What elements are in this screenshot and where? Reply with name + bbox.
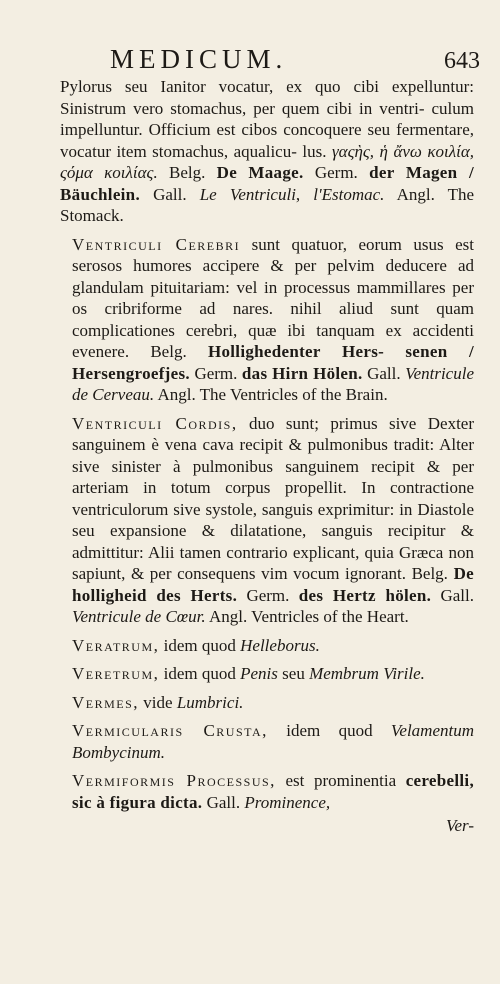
italic-text: Ventricule de Cœur.	[72, 607, 206, 626]
blackletter-text: der Magen / Bäuchlein.	[60, 163, 475, 204]
text-run: Angl. Ventricles of the Heart.	[208, 607, 409, 626]
italic-text: Prominence,	[244, 792, 331, 812]
text-run: Germ.	[194, 363, 238, 383]
entry-definition: sunt quatuor, eorum usus est serosos humores accipere & per pelvim deducere ad glandulam pituitariam: vel in processus mammillares per os cribriforme ad nares. nihil aliud sunt quam complicationes cerebri, quæ ibi tanquam ex accidenti evenere. Belg.	[72, 234, 474, 361]
entry-definition: idem quod	[286, 721, 373, 740]
italic-text: Velamentum Bombycinum.	[72, 721, 474, 762]
italic-text: l'Estomac.	[313, 184, 385, 204]
italic-text: Le	[199, 184, 217, 204]
entry-definition: idem quod	[163, 664, 236, 683]
text-line: culum impelluntur. Officium est cibos concoquere	[60, 98, 475, 139]
entry-veratrum	[60, 635, 474, 657]
entry-ventriculi-cerebri	[60, 234, 474, 406]
blackletter-text: cerebelli, sic à figura dicta.	[72, 771, 474, 812]
italic-text: Penis	[240, 664, 278, 683]
entry-stomachus-continued	[60, 76, 474, 227]
text-line: Sinistrum vero stomachus, per quem cibi in ventri-	[60, 98, 425, 118]
italic-text: Ventricule de Cerveau.	[72, 363, 474, 404]
text-run: Gall.	[153, 184, 187, 204]
text-line: seu fermentare, vocatur item stomachus, aqualicu-	[60, 120, 474, 161]
text-run: ,	[295, 184, 301, 204]
entry-lemma: Vermicularis Crusta,	[72, 721, 268, 740]
text-run: Belg.	[169, 163, 206, 182]
italic-text: Helleborus.	[240, 635, 320, 655]
page-header	[0, 40, 500, 80]
text-run: Germ.	[246, 585, 290, 605]
entry-vermiformis-processus	[60, 770, 474, 837]
entry-lemma: Vermiformis Processus,	[72, 771, 276, 790]
catchword: Ver-	[446, 816, 474, 835]
italic-text: Ventriculi	[229, 184, 296, 204]
text-run: seu	[282, 664, 305, 683]
entry-definition: duo sunt; primus sive Dexter sanguinem è vena cava recipit & pulmonibus tradit: Alter sive sinister à pulmonibus sanguinem recipit & per arteriam in totum corpus propellit. In contractione ventriculorum sive systole, sanguis exprimitur: in Diastole seu expansione & dilatatione, sanguis recipitur & admittitur: Alii tamen contrario explicant, quia Græca non sapiunt, & per consequens vim vocum ignorant. Belg.	[72, 413, 475, 583]
entry-lemma: Vermes,	[72, 692, 140, 712]
blackletter-text: De	[216, 163, 238, 182]
running-title: MEDICUM.	[110, 44, 288, 74]
italic-text: Membrum Virile.	[309, 664, 425, 683]
entry-definition: vide	[143, 692, 173, 712]
blackletter-text: Hollighedenter Hers-	[207, 342, 385, 361]
blackletter-text: senen / Hersengroefjes.	[72, 342, 475, 383]
entry-ventriculi-cordis	[60, 413, 474, 628]
page-number: 643	[444, 48, 480, 74]
entry-lemma: Veretrum,	[72, 664, 160, 683]
greek-text: γαςὴς, ἡ ἄνω κοιλία, ςόμα κοιλίας.	[60, 141, 475, 182]
text-run: Angl. The Ventricles of the Brain.	[157, 385, 388, 404]
entry-vermes	[60, 692, 474, 714]
entry-vermicularis-crusta	[60, 720, 474, 763]
blackletter-text: Maage.	[248, 163, 304, 182]
entry-definition: idem quod	[163, 635, 236, 655]
entry-veretrum	[60, 663, 474, 685]
text-run: lus.	[302, 141, 327, 161]
blackletter-text: De holligheid des Herts.	[72, 564, 474, 605]
entry-lemma: Veratrum,	[72, 635, 160, 655]
blackletter-text: des Hertz hölen.	[298, 585, 432, 605]
entry-lemma: Ventriculi Cordis,	[72, 413, 238, 433]
entry-lemma: Ventriculi Cerebri	[72, 234, 241, 254]
entry-definition: est prominentia	[285, 771, 397, 790]
text-run: Gall.	[440, 585, 474, 605]
text-line: Pylorus seu Ianitor vocatur, ex quo cibi expelluntur:	[60, 77, 474, 96]
italic-text: Lumbrici.	[176, 692, 244, 712]
dictionary-text	[60, 76, 474, 844]
text-run: Gall.	[367, 363, 401, 383]
text-run: Angl. The Stomack.	[60, 184, 475, 225]
text-run: Gall.	[206, 792, 241, 812]
text-run: Germ.	[314, 163, 358, 182]
blackletter-text: das Hirn Hölen.	[241, 363, 363, 383]
